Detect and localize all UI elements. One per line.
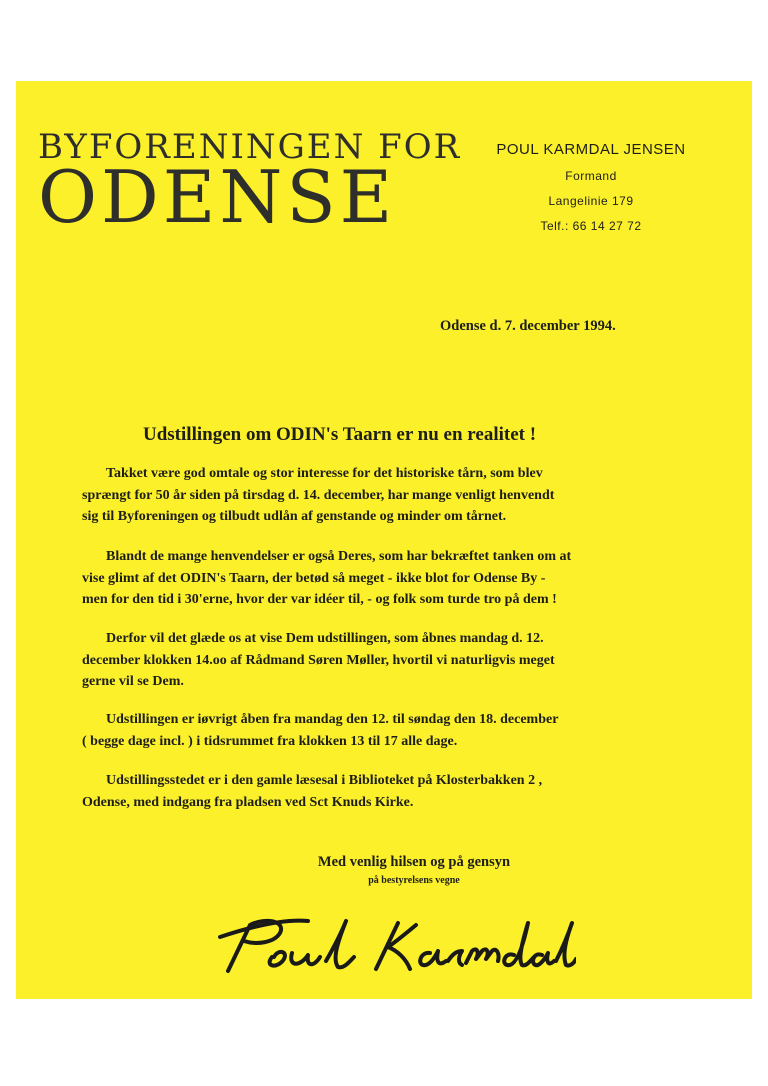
sender-block (456, 141, 726, 244)
letterhead-line1: BYFORENINGEN FOR (38, 127, 462, 167)
paragraph-2 (82, 546, 682, 611)
closing-greeting: Med venlig hilsen og på gensyn (317, 854, 511, 870)
sender-address: Langelinie 179 (548, 194, 634, 208)
sender-title: Formand (565, 169, 617, 183)
paragraph-5 (82, 770, 682, 813)
closing-block (16, 854, 752, 886)
sender-phone: Telf.: 66 14 27 72 (540, 219, 642, 233)
letter-sheet (16, 81, 752, 999)
paragraph-3 (82, 628, 682, 693)
signature-graphic (216, 911, 576, 981)
paragraph-line: Udstillingsstedet er i den gamle læsesal i Biblioteket på Klosterbakken 2 , (106, 773, 543, 788)
paragraph-line: Odense, med indgang fra pladsen ved Sct Knuds Kirke. (82, 794, 414, 810)
paragraph-line: sig til Byforeningen og tilbudt udlån af genstande og minder om tårnet. (82, 509, 507, 524)
paragraph-line: Blandt de mange henvendelser er også Deres, som har bekræftet tanken om at (106, 549, 572, 564)
paragraph-1 (82, 463, 682, 528)
closing-board: på bestyrelsens vegne (368, 875, 460, 886)
paragraph-line: Udstillingen er iøvrigt åben fra mandag den 12. til søndag den 18. december (106, 712, 559, 727)
sender-name: POUL KARMDAL JENSEN (496, 141, 686, 158)
paragraph-line: gerne vil se Dem. (82, 674, 184, 689)
handwritten-signature (216, 911, 576, 981)
paragraph-line: Takket være god omtale og stor interesse for det historiske tårn, som blev (106, 466, 543, 481)
letter-date: Odense d. 7. december 1994. (440, 318, 616, 334)
paragraph-line: sprængt for 50 år siden på tirsdag d. 14. december, har mange venligt henvendt (82, 487, 555, 503)
headline: Udstillingen om ODIN's Taarn er nu en realitet ! (143, 424, 537, 445)
paragraph-line: Derfor vil det glæde os at vise Dem udstillingen, som åbnes mandag d. 12. (106, 631, 544, 646)
letterhead-logo: ODENSE (38, 155, 397, 239)
paragraph-line: december klokken 14.oo af Rådmand Søren Møller, hvortil vi naturligvis meget (82, 652, 555, 668)
paragraph-4 (82, 709, 682, 752)
paragraph-line: ( begge dage incl. ) i tidsrummet fra klokken 13 til 17 alle dage. (82, 733, 458, 749)
paragraph-line: men for den tid i 30'erne, hvor der var idéer til, - og folk som turde tro på dem ! (82, 592, 557, 607)
paragraph-line: vise glimt af det ODIN's Taarn, der betød så meget - ikke blot for Odense By - (82, 570, 546, 586)
